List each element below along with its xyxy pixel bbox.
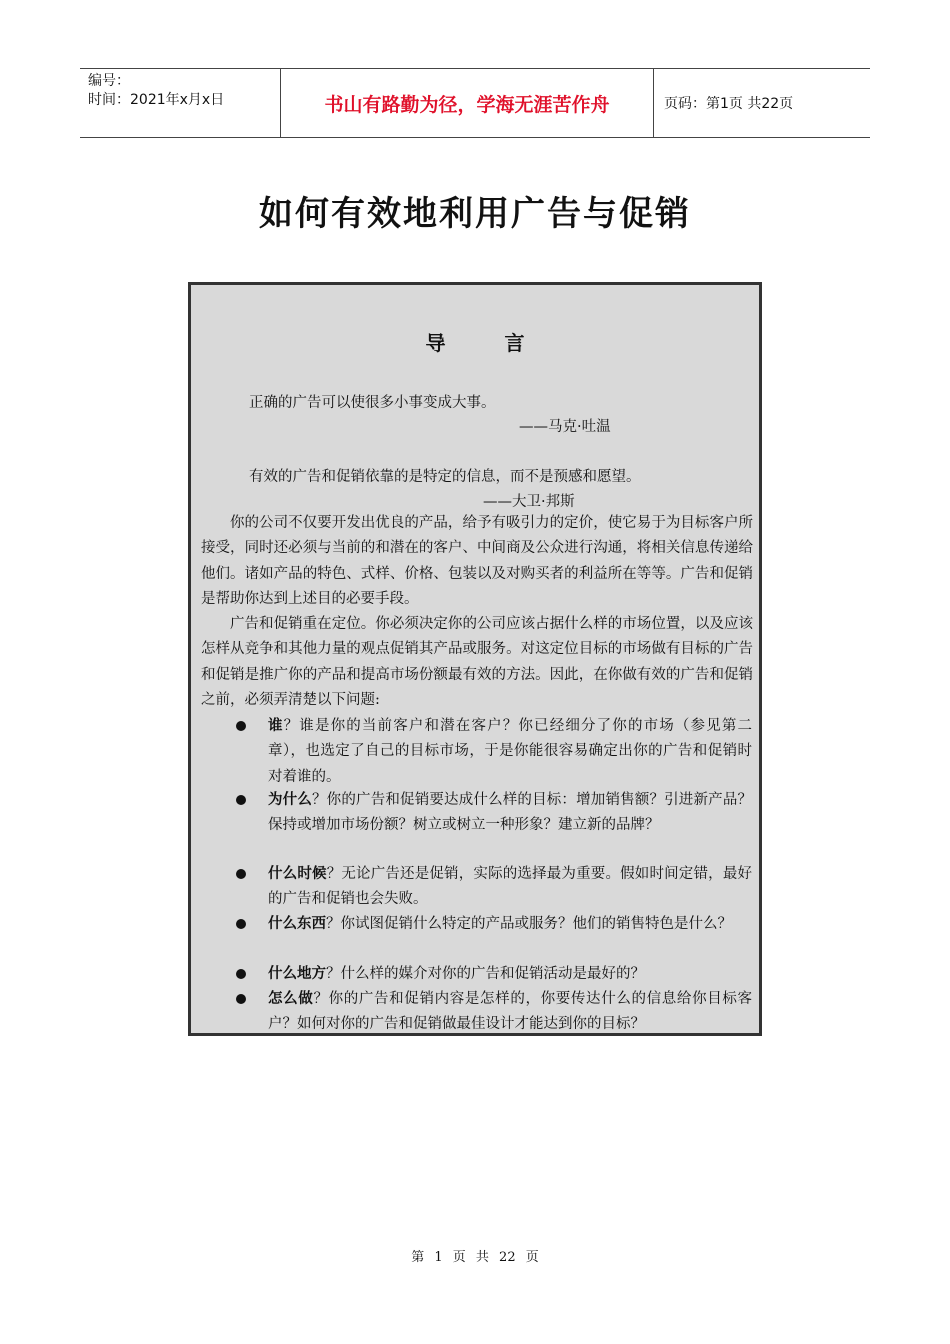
bullet-icon bbox=[236, 919, 246, 929]
date-label: 时间：2021年x月x日 bbox=[88, 92, 225, 108]
introduction-box bbox=[188, 282, 762, 1036]
bullet-icon bbox=[236, 994, 246, 1004]
page-header bbox=[80, 68, 870, 138]
list-item-term: 什么时候 bbox=[268, 865, 327, 882]
list-item-text: ？谁是你的当前客户和潜在客户？你已经细分了你的市场（参见第二章），也选定了自己的目标市场，于是你能很容易确定出你的广告和促销时对着谁的。 bbox=[268, 718, 753, 785]
quote-1-author: ——马克·吐温 bbox=[519, 419, 611, 435]
document-title: 如何有效地利用广告与促销 bbox=[259, 194, 691, 234]
list-item-term: 谁 bbox=[268, 717, 284, 734]
list-item-text: ？你的广告和促销内容是怎样的，你要传达什么的信息给你目标客户？如何对你的广告和促销做最佳设计才能达到你的目标？ bbox=[268, 991, 752, 1033]
list-item-term: 什么东西 bbox=[268, 915, 326, 932]
list-item-text: ？无论广告还是促销，实际的选择最为重要。假如时间定错，最好的广告和促销也会失败。 bbox=[268, 866, 752, 908]
list-item-text: ？什么样的媒介对你的广告和促销活动是最好的？ bbox=[326, 966, 645, 982]
header-page-info: 页码：第1页 共22页 bbox=[664, 96, 794, 112]
quote-2: 有效的广告和促销依靠的是特定的信息，而不是预感和愿望。 bbox=[249, 469, 641, 485]
bullet-icon bbox=[236, 721, 246, 731]
list-item-term: 怎么做 bbox=[268, 990, 314, 1007]
list-item-text: ？你的广告和促销要达成什么样的目标：增加销售额？引进新产品？保持或增加市场份额？树立或树立一种形象？建立新的品牌？ bbox=[268, 792, 752, 834]
paragraph-2: 广告和促销重在定位。你必须决定你的公司应该占据什么样的市场位置，以及应该怎样从竞争和其他力量的观点促销其产品或服务。对这定位目标的市场做有目标的广告和促销是推广你的产品和提高市场份额最有效的方法。因此，在你做有效的广告和促销之前，必须弄清楚以下问题: bbox=[201, 616, 753, 708]
list-item-text: ？你试图促销什么特定的产品或服务？他们的销售特色是什么？ bbox=[326, 916, 732, 932]
introduction-title: 导 言 bbox=[425, 331, 551, 355]
bullet-icon bbox=[236, 795, 246, 805]
quote-1: 正确的广告可以使很多小事变成大事。 bbox=[249, 395, 496, 411]
bullet-icon bbox=[236, 869, 246, 879]
page-footer: 第 1 页 共 22 页 bbox=[411, 1250, 539, 1265]
header-slogan: 书山有路勤为径，学海无涯苦作舟 bbox=[281, 69, 654, 137]
header-meta bbox=[80, 69, 281, 137]
list-item-term: 什么地方 bbox=[268, 965, 326, 982]
bullet-icon bbox=[236, 969, 246, 979]
quote-2-author: ——大卫·邦斯 bbox=[483, 494, 575, 510]
number-label: 编号： bbox=[88, 73, 130, 89]
paragraph-1: 你的公司不仅要开发出优良的产品，给予有吸引力的定价，使它易于为目标客户所接受，同时还必须与当前的和潜在的客户、中间商及公众进行沟通，将相关信息传递给他们。诸如产品的特色、式样、价格、包装以及对购买者的利益所在等等。广告和促销是帮助你达到上述目的必要手段。 bbox=[201, 515, 753, 607]
list-item-term: 为什么 bbox=[268, 791, 313, 808]
